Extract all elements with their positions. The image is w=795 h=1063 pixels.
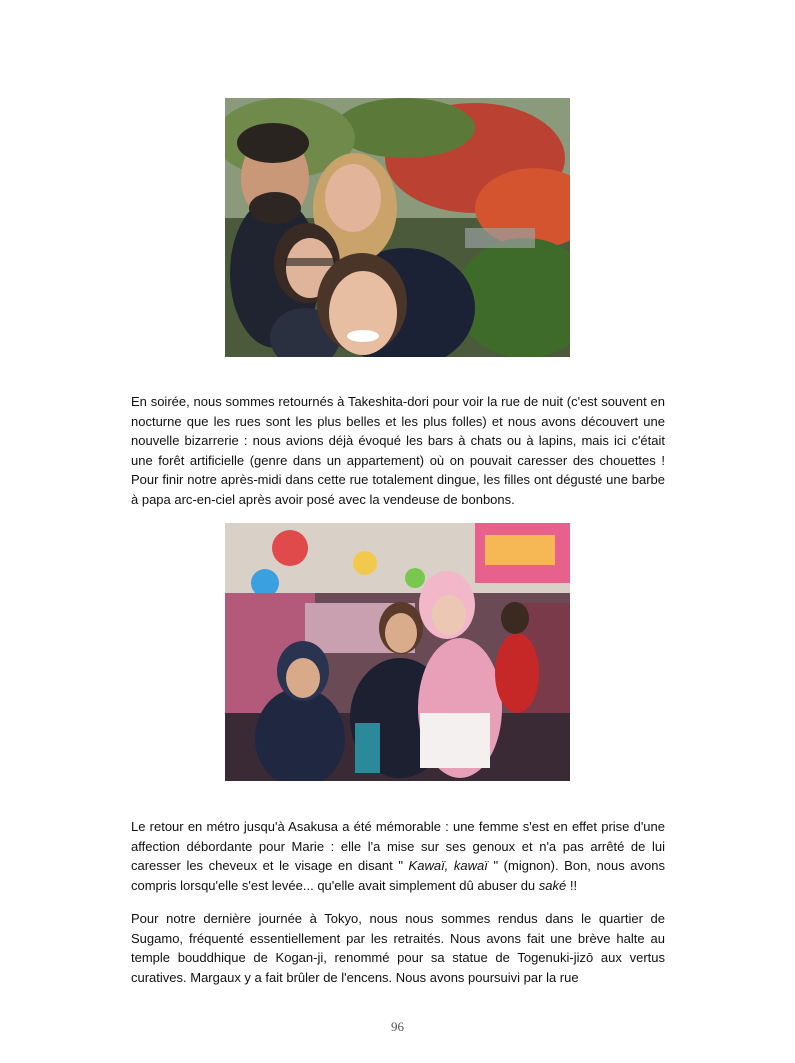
family-selfie-image [225,98,570,357]
paragraph-metro-asakusa [131,817,665,895]
sake-italic-text: saké [538,877,567,893]
page-number: 96 [391,1019,404,1034]
paragraph-sugamo: Pour notre dernière journée à Tokyo, nous nous sommes rendus dans le quartier de Sugamo, fréquenté essentiellement par les retraités. Nous avons fait une brève halte au temple bouddhique de Kogan-ji, renommé pour sa statue de Togenuki-jizō aux vertus curatives. Margaux y a fait brûler de l'encens. Nous avons poursuivi par la rue [131,911,665,985]
paragraph-takeshita-dori: En soirée, nous sommes retournés à Takeshita-dori pour voir la rue de nuit (c'est souvent en nocturne que les rues sont les plus belles et les plus folles) et nous avons découvert une nouvelle bizarrerie : nous avions déjà évoqué les bars à chats ou à lapins, mais ici c'était une forêt artificielle (genre dans un appartement) où on pouvait caresser des chouettes ! Pour finir notre après-midi dans cette rue totalement dingue, les filles ont dégusté une barbe à papa arc-en-ciel après avoir posé avec la vendeuse de bonbons. [131,394,665,507]
paragraph-metro-text-1: Le retour en métro jusqu'à Asakusa a été mémorable : une femme s'est en effet prise d'une affection débordante pour Marie : elle l'a mise sur ses genoux et n'a pas arrêté de lui caresser les cheveux et le visage en disant " [131,819,665,874]
candy-shop-image [225,523,570,781]
kawai-italic-text: Kawaï, kawaï [408,858,488,874]
paragraph-metro-text-2: " (mignon). Bon, nous avons compris lorsqu'elle s'est levée... qu'elle avait simplement dû abuser du [131,858,665,893]
paragraph-metro-text-3: !! [566,877,578,893]
family-selfie-photo [225,98,570,357]
candy-shop-photo [225,523,570,781]
